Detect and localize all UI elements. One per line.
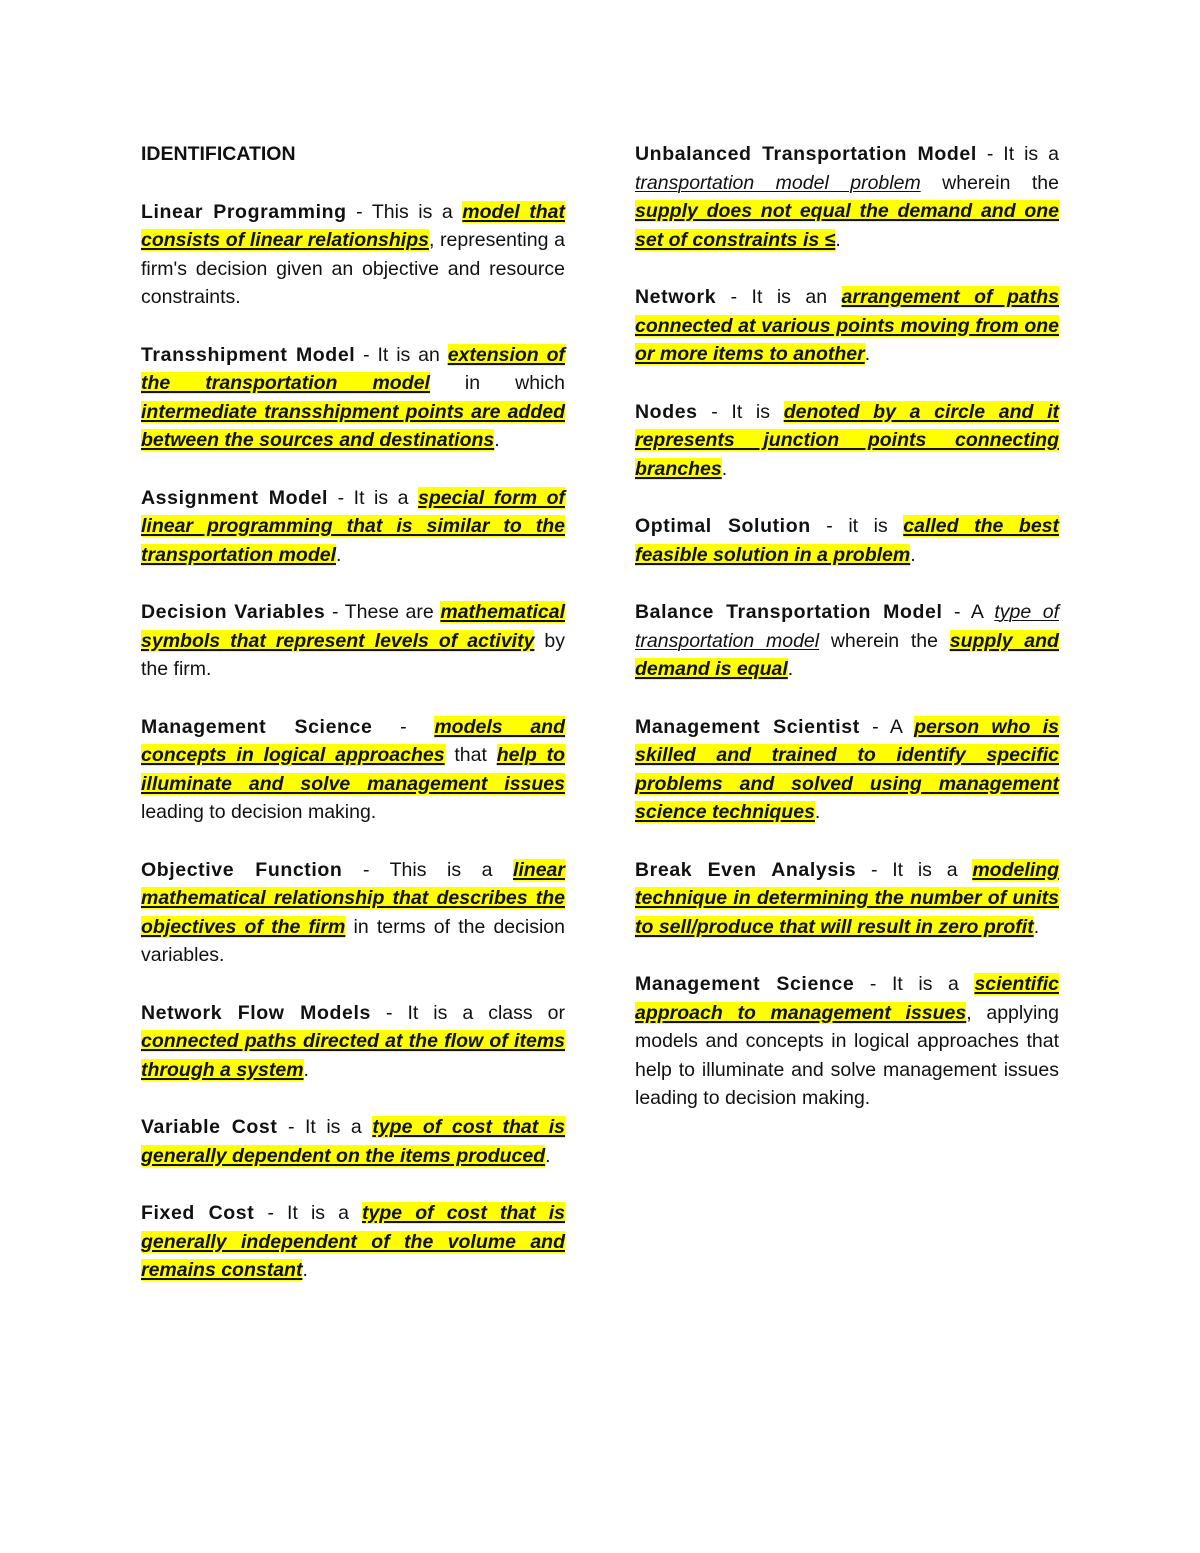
highlighted-definition: special form of linear programming that is similar to the transportation model (141, 486, 565, 566)
definition-entry-objective-function (141, 856, 565, 970)
term-label: Linear Programming (141, 200, 347, 223)
term-label: Objective Function (141, 858, 343, 881)
definition-text: - It is a (856, 858, 973, 881)
definition-text: - It is (697, 400, 784, 423)
term-label: Variable Cost (141, 1116, 278, 1138)
definition-entry-fixed-cost (141, 1199, 565, 1285)
term-label: Optimal Solution (635, 515, 811, 537)
definition-text: . (910, 543, 916, 566)
definition-text: - It is a (277, 1116, 373, 1138)
highlighted-definition: extension of the transportation model (141, 343, 565, 394)
left-entries (141, 198, 565, 1285)
term-label: Fixed Cost (141, 1202, 255, 1224)
definition-text: . (864, 343, 871, 365)
definition-entry-decision-variables (141, 598, 565, 684)
definition-entry-nodes (635, 398, 1059, 484)
definition-entry-network-flow-models (141, 999, 565, 1085)
highlighted-definition: person who is skilled and trained to identify specific problems and solved using management science techniques (635, 715, 1059, 823)
definition-text: - It is a class or (370, 1001, 565, 1024)
definition-entry-assignment-model (141, 484, 565, 570)
highlighted-definition: models and concepts in logical approaches (141, 715, 565, 766)
term-label: Transshipment Model (141, 343, 356, 366)
definition-text: , applying models and concepts in logical approaches that help to illuminate and solve management issues leading to decision making. (635, 1001, 1059, 1109)
definition-text: in which (429, 372, 565, 394)
highlighted-definition: denoted by a circle and it represents junction points connecting branches (635, 400, 1059, 480)
highlighted-definition: help to illuminate and solve management issues (141, 744, 565, 795)
definition-text: - This is a (342, 858, 513, 881)
highlighted-definition: called the best feasible solution in a problem (635, 515, 1060, 566)
definition-text: . (835, 228, 841, 251)
term-label: Network Flow Models (141, 1001, 371, 1024)
definition-text: - (372, 715, 435, 738)
definition-text: . (302, 1259, 308, 1281)
term-label: Unbalanced Transportation Model (635, 143, 977, 165)
highlighted-definition: intermediate transshipment points are added between the sources and destinations (141, 400, 565, 451)
term-label: Break Even Analysis (635, 858, 857, 881)
underlined-phrase: transportation model problem (635, 171, 921, 194)
definition-text: - It is a (254, 1202, 363, 1224)
highlighted-definition: connected paths directed at the flow of items through a system (141, 1030, 565, 1081)
definition-text: . (545, 1144, 551, 1167)
highlighted-definition: scientific approach to management issues (635, 973, 1059, 1024)
definition-text: . (494, 429, 500, 451)
definition-text: - It is an (716, 286, 842, 308)
definition-entry-management-science (635, 970, 1059, 1113)
highlighted-definition: type of cost that is generally independent of the volume and remains constant (141, 1202, 565, 1281)
definition-text: - It is a (328, 486, 419, 509)
definition-text: - A (859, 715, 915, 738)
definition-text: - This is a (346, 200, 463, 223)
definition-entry-unbalanced-transportation-model (635, 140, 1059, 254)
right-column (635, 140, 1059, 1142)
definition-entry-balance-transportation-model (635, 598, 1059, 684)
definition-text: . (336, 543, 342, 566)
underlined-phrase: type of transportation model (635, 601, 1059, 652)
definition-text: - It is a (976, 143, 1059, 165)
definition-entry-linear-programming (141, 198, 565, 312)
definition-text: - it is (810, 515, 904, 537)
highlighted-definition: supply does not equal the demand and one set of constraints is ≤ (635, 200, 1059, 251)
term-label: Management Scientist (635, 715, 860, 738)
definition-entry-variable-cost (141, 1113, 565, 1170)
highlighted-definition: modeling technique in determining the number of units to sell/produce that will result in zero profit (635, 858, 1059, 938)
term-label: Management Science (635, 973, 855, 995)
definition-entry-optimal-solution (635, 512, 1059, 569)
definition-text: . (721, 457, 728, 480)
highlighted-definition: supply and demand is equal (635, 629, 1059, 680)
definition-text: - It is a (854, 973, 975, 995)
highlighted-definition: linear mathematical relationship that describes the objectives of the firm (141, 858, 565, 938)
definition-text: leading to decision making. (141, 801, 377, 823)
definition-text: wherein the (920, 171, 1059, 194)
definition-text: - These are (325, 601, 441, 623)
term-label: Decision Variables (141, 601, 326, 623)
definition-entry-management-scientist (635, 713, 1059, 827)
term-label: Management Science (141, 715, 373, 738)
definition-entry-network (635, 283, 1059, 369)
definition-text: , representing a firm's decision given an objective and resource constraints. (141, 229, 565, 308)
definition-text: . (787, 658, 794, 680)
definition-entry-management-science (141, 713, 565, 827)
left-column (141, 140, 565, 1314)
term-label: Network (635, 286, 717, 308)
definition-entry-break-even-analysis (635, 856, 1059, 942)
definition-text: - It is an (355, 343, 448, 366)
definition-text: in terms of the decision variables. (141, 915, 566, 966)
highlighted-definition: arrangement of paths connected at various points moving from one or more items to another (635, 286, 1059, 365)
highlighted-definition: model that consists of linear relationships (141, 200, 565, 251)
definition-entry-transshipment-model (141, 341, 565, 455)
definition-text: by the firm. (141, 629, 565, 680)
document-heading: IDENTIFICATION (141, 143, 296, 165)
term-label: Assignment Model (141, 486, 329, 509)
definition-text: . (814, 801, 821, 823)
term-label: Nodes (635, 400, 698, 423)
definition-text: . (303, 1058, 309, 1081)
definition-text: - A (942, 601, 995, 623)
highlighted-definition: type of cost that is generally dependent on the items produced (141, 1116, 565, 1167)
highlighted-definition: mathematical symbols that represent levels of activity (141, 601, 565, 652)
definition-text: that (444, 744, 497, 766)
right-entries (635, 140, 1059, 1113)
definition-text: . (1033, 915, 1040, 938)
term-label: Balance Transportation Model (635, 601, 943, 623)
definition-text: wherein the (819, 629, 950, 652)
